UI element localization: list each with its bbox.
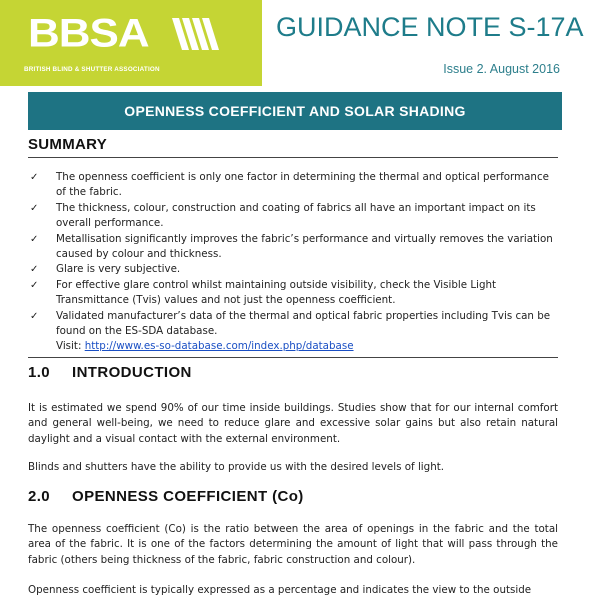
summary-divider (28, 157, 558, 158)
document-title: GUIDANCE NOTE S-17A (276, 12, 584, 42)
intro-heading (28, 364, 192, 381)
check-mark-icon: ✓ (30, 233, 39, 245)
intro-section-number: 1.0 (28, 364, 51, 381)
summary-list (28, 170, 558, 355)
bbsa-logo (0, 0, 262, 86)
openness-paragraph-2: Openness coefficient is typically expressed as a percentage and indicates the view to the outside (28, 584, 532, 596)
check-mark-icon: ✓ (30, 172, 39, 183)
logo-wordmark: BBSA (28, 11, 149, 56)
summary-item: ✓ The thickness, colour, construction and coating of fabrics all have an important impact on its overall performance. (30, 201, 536, 230)
openness-section-number: 2.0 (28, 488, 51, 505)
openness-section-title: OPENNESS COEFFICIENT (Co) (72, 488, 304, 505)
database-visit-line: Visit: http://www.es-so-database.com/index.php/database (56, 340, 354, 353)
intro-paragraph-2: Blinds and shutters have the ability to provide us with the desired levels of light. (28, 461, 445, 473)
summary-heading: SUMMARY (28, 136, 108, 153)
intro-divider (28, 357, 558, 358)
document-issue: Issue 2. August 2016 (443, 62, 560, 76)
summary-item: ✓ Glare is very subjective. (28, 262, 558, 277)
logo-stripes-icon (172, 18, 224, 50)
summary-item: ✓ Metallisation significantly improves the fabric’s performance and virtually removes the variation caused by colour and thickness. (30, 232, 553, 261)
openness-paragraph: The openness coefficient (Co) is the ratio between the area of openings in the fabric and the total area of the fabric. It is one of the factors determining the amount of light that will pass through the fabric (others being thickness of the fabric, fabric construction and colour). (28, 523, 558, 566)
openness-heading (28, 488, 304, 505)
check-mark-icon: ✓ (30, 264, 39, 276)
check-mark-icon: ✓ (30, 310, 39, 322)
intro-section-title: INTRODUCTION (72, 364, 192, 381)
check-mark-icon: ✓ (30, 202, 39, 214)
intro-paragraph: It is estimated we spend 90% of our time inside buildings. Studies show that for our internal comfort and general well-being, we need to reduce glare and excessive solar gains but also retain natural daylight and a visual contact with the external environment. (28, 402, 558, 445)
check-mark-icon: ✓ (30, 279, 39, 291)
page-header (0, 0, 600, 86)
logo-subtitle: BRITISH BLIND & SHUTTER ASSOCIATION (24, 66, 160, 73)
summary-item: ✓ Validated manufacturer’s data of the thermal and optical fabric properties including Tvis can be found on the ES-SDA database. (30, 309, 551, 338)
summary-item: ✓ The openness coefficient is only one factor in determining the thermal and optical performance of the fabric. (30, 171, 549, 199)
es-sda-database-link[interactable]: http://www.es-so-database.com/index.php/database (84, 340, 354, 353)
title-banner: OPENNESS COEFFICIENT AND SOLAR SHADING (28, 92, 562, 130)
summary-item: ✓ For effective glare control whilst maintaining outside visibility, check the Visible Light Transmittance (Tvis) values and not just the openness coefficient. (30, 278, 497, 307)
